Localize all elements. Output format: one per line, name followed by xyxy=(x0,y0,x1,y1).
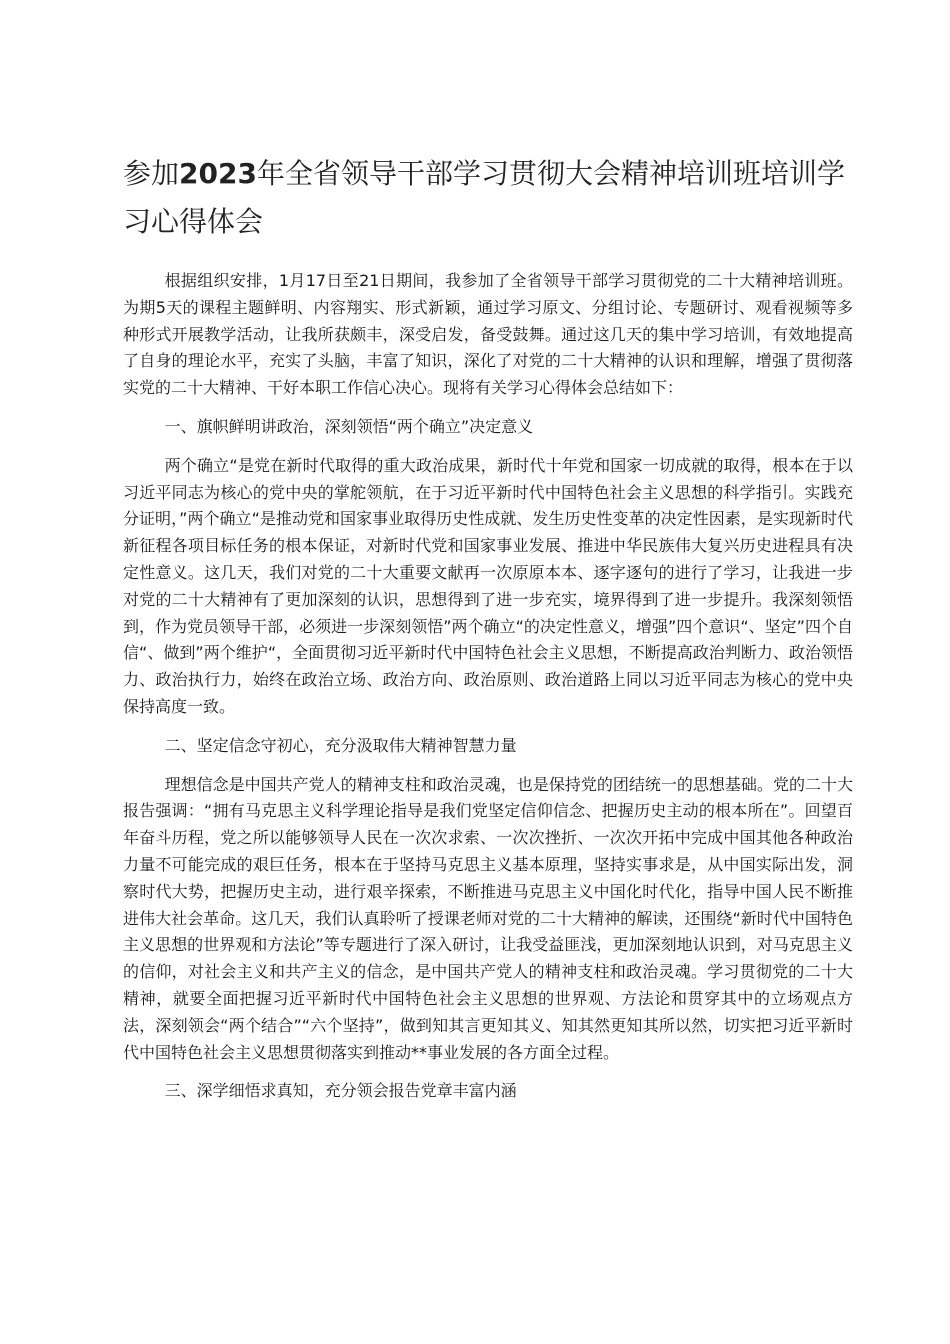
title-prefix: 参加 xyxy=(123,157,180,190)
section-heading-2: 二、坚定信念守初心，充分汲取伟大精神智慧力量 xyxy=(164,735,517,755)
intro-paragraph: 根据组织安排，1月17日至21日期间，我参加了全省领导干部学习贯彻党的二十大精神培训班。为期5天的课程主题鲜明、内容翔实、形式新颖，通过学习原文、分组讨论、专题研讨、观看视频等多种形式开展教学活动，让我所获颇丰，深受启发，备受鼓舞。通过这几天的集中学习培训，有效地提高了自身的理论水平，充实了头脑，丰富了知识，深化了对党的二十大精神的认识和理解，增强了贯彻落实党的二十大精神、干好本职工作信心决心。现将有关学习心得体会总结如下： xyxy=(123,271,853,398)
title-year: 2023 xyxy=(179,157,257,190)
document-title xyxy=(123,150,853,246)
title-suffix: 年全省领导干部学习贯彻大会精神培训班培训学习心得体会 xyxy=(123,157,845,238)
section-paragraph-1: 两个确立“是党在新时代取得的重大政治成果，新时代十年党和国家一切成就的取得，根本在于以习近平同志为核心的党中央的掌舵领航，在于习近平新时代中国特色社会主义思想的科学指引。实践充分证明，”两个确立“是推动党和国家事业取得历史性成就、发生历史性变革的决定性因素，是实现新时代新征程各项目标任务的根本保证，对新时代党和国家事业发展、推进中华民族伟大复兴历史进程具有决定性意义。这几天，我们对党的二十大重要文献再一次原原本本、逐字逐句的进行了学习，让我进一步对党的二十大精神有了更加深刻的认识，思想得到了进一步充实，境界得到了进一步提升。我深刻领悟到，作为党员领导干部，必须进一步深刻领悟”两个确立“的决定性意义，增强”四个意识“、坚定”四个自信“、做到”两个维护“，全面贯彻习近平新时代中国特色社会主义思想，不断提高政治判断力、政治领悟力、政治执行力，始终在政治立场、政治方向、政治原则、政治道路上同以习近平同志为核心的党中央保持高度一致。 xyxy=(123,455,853,716)
section-heading-1: 一、旗帜鲜明讲政治，深刻领悟“两个确立”决定意义 xyxy=(164,416,534,436)
section-paragraph-2: 理想信念是中国共产党人的精神支柱和政治灵魂，也是保持党的团结统一的思想基础。党的二十大报告强调：“拥有马克思主义科学理论指导是我们党坚定信仰信念、把握历史主动的根本所在”。回望百年奋斗历程，党之所以能够领导人民在一次次求索、一次次挫折、一次次开拓中完成中国其他各种政治力量不可能完成的艰巨任务，根本在于坚持马克思主义基本原理，坚持实事求是，从中国实际出发，洞察时代大势，把握历史主动，进行艰辛探索，不断推进马克思主义中国化时代化，指导中国人民不断推进伟大社会革命。这几天，我们认真聆听了授课老师对党的二十大精神的解读，还围绕“新时代中国特色主义思想的世界观和方法论”等专题进行了深入研讨，让我受益匪浅，更加深刻地认识到，对马克思主义的信仰，对社会主义和共产主义的信念，是中国共产党人的精神支柱和政治灵魂。学习贯彻党的二十大精神，就要全面把握习近平新时代中国特色社会主义思想的世界观、方法论和贯穿其中的立场观点方法，深刻领会“两个结合”“六个坚持”，做到知其言更知其义、知其然更知其所以然，切实把习近平新时代中国特色社会主义思想贯彻落实到推动**事业发展的各方面全过程。 xyxy=(123,774,853,1062)
section-heading-3: 三、深学细悟求真知，充分领会报告党章丰富内涵 xyxy=(164,1081,517,1101)
document-page xyxy=(123,150,853,1105)
